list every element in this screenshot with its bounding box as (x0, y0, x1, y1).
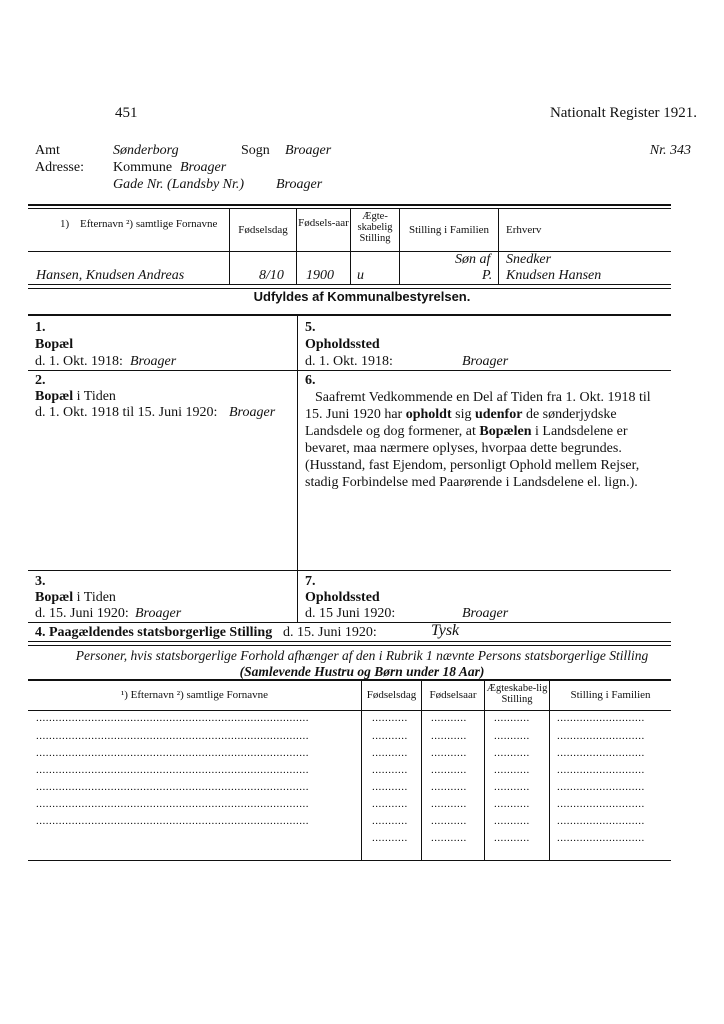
dotted-placeholder: .................................................................................... (36, 798, 309, 810)
dotted-placeholder: ........... (431, 815, 467, 827)
table-bottom-rule (28, 284, 671, 285)
amt-value: Sønderborg (113, 143, 179, 158)
s2-date: d. 1. Okt. 1918 til 15. Juni 1920: (35, 405, 218, 420)
dep-header-name: ¹) Efternavn ²) samtlige Fornavne (120, 689, 269, 701)
dotted-placeholder: ........... (494, 781, 530, 793)
s4-date: d. 15. Juni 1920: (283, 625, 377, 640)
s7-date: d. 15 Juni 1920: (305, 606, 396, 621)
dotted-placeholder: ........... (431, 832, 467, 844)
s5-date: d. 1. Okt. 1918: (305, 354, 393, 369)
adresse-label: Adresse: (35, 160, 84, 175)
header-name-num: 1) (60, 218, 70, 230)
dotted-placeholder: ........................... (557, 747, 645, 759)
sections-rule-3 (28, 622, 671, 623)
s6-b1: opholdt (405, 407, 452, 422)
s6-b3: Bopælen (479, 424, 532, 439)
s5-value: Broager (462, 354, 509, 369)
s3-num: 3. (35, 574, 46, 589)
dep-bottom-rule (28, 860, 671, 861)
person-occupation-2: Knudsen Hansen (506, 268, 602, 283)
amt-label: Amt (35, 143, 60, 158)
register-title: Nationalt Register 1921. (549, 105, 697, 121)
dep-header-birthyear: Fødselsaar (429, 689, 477, 701)
person-marital: u (357, 268, 364, 283)
dotted-placeholder: .................................................................................... (36, 730, 309, 742)
s2-value: Broager (229, 405, 276, 420)
s6-p2: sig (451, 407, 475, 422)
dotted-placeholder: ........................... (557, 730, 645, 742)
s3-title-rest: i Tiden (73, 590, 116, 605)
s7-value: Broager (462, 606, 509, 621)
s6-p4: i Landsdelene er bevaret, maa nærmere oplyses, hvorpaa dette begrundes. (Husstand, fast Ejendom, personligt Ophold mellem Rejser, stadig Forbindelse med Paarørende i Landsdelene el. lign.). (305, 424, 640, 490)
col-divider (229, 208, 230, 284)
dep-top-rule (28, 679, 671, 681)
table-top-rule (28, 204, 671, 206)
dotted-placeholder: ........... (494, 798, 530, 810)
gade-label: Gade Nr. (Landsby Nr.) (113, 177, 245, 192)
dep-divider (484, 681, 485, 860)
dotted-placeholder: .................................................................................... (36, 747, 309, 759)
dotted-placeholder: ........... (431, 712, 467, 724)
dep-header-family: Stilling i Familien (570, 689, 651, 701)
person-occupation-1: Snedker (506, 252, 552, 267)
dep-divider (361, 681, 362, 860)
s3-title-bold: Bopæl (35, 590, 74, 605)
sections-divider (297, 316, 298, 622)
s2-title-rest: i Tiden (73, 389, 116, 404)
person-name: Hansen, Knudsen Andreas (36, 268, 185, 283)
person-family-2: P. (482, 268, 493, 283)
dep-header-marital: Ægteskabe-lig Stilling (486, 683, 548, 705)
dotted-placeholder: ........................... (557, 832, 645, 844)
s7-num: 7. (305, 574, 316, 589)
s6-b2: udenfor (474, 407, 523, 422)
dotted-placeholder: ........................... (557, 798, 645, 810)
dotted-placeholder: ........... (494, 832, 530, 844)
col-divider (399, 208, 400, 284)
header-name: Efternavn ²) samtlige Fornavne (80, 218, 218, 230)
s4-value: Tysk (431, 622, 460, 639)
s5-num: 5. (305, 320, 316, 335)
s6-p3: de sønderjydske Landsdele og dog formener, at (305, 407, 617, 439)
sogn-value: Broager (285, 143, 332, 158)
dotted-placeholder: ........................... (557, 815, 645, 827)
header-occupation: Erhverv (506, 224, 542, 236)
dep-header-rule (28, 710, 671, 711)
s5-title: Opholdssted (305, 337, 380, 352)
dotted-placeholder: ........... (431, 730, 467, 742)
col-divider (498, 208, 499, 284)
s6-p1: Saafremt Vedkommende en Del af Tiden fra 1. Okt. 1918 til 15. Juni 1920 har (305, 390, 651, 422)
dotted-placeholder: ........... (372, 747, 408, 759)
s3-value: Broager (135, 606, 182, 621)
header-marital: Ægte-skabelig Stilling (357, 211, 393, 244)
dependents-subheading: (Samlevende Hustru og Børn under 18 Aar) (239, 664, 485, 679)
s1-num: 1. (35, 320, 46, 335)
dotted-placeholder: ........................... (557, 781, 645, 793)
dep-divider (549, 681, 550, 860)
dotted-placeholder: ........... (431, 798, 467, 810)
dotted-placeholder: .................................................................................... (36, 712, 309, 724)
s6-num: 6. (305, 373, 316, 388)
sections-rule-1 (28, 370, 671, 371)
dotted-placeholder: ........... (372, 730, 408, 742)
s2-num: 2. (35, 373, 46, 388)
s3-date: d. 15. Juni 1920: (35, 606, 129, 621)
dependents-heading: Personer, hvis statsborgerlige Forhold afhænger af den i Rubrik 1 nævnte Persons statsborgerlige Stilling (75, 648, 649, 663)
sections-top-rule (28, 314, 671, 316)
s1-date: d. 1. Okt. 1918: (35, 354, 123, 369)
dotted-placeholder: ........... (431, 747, 467, 759)
s7-title: Opholdssted (305, 590, 380, 605)
s2-title (35, 389, 116, 405)
dotted-placeholder: ........... (372, 832, 408, 844)
dotted-placeholder: ........... (372, 712, 408, 724)
dotted-placeholder: ........... (372, 798, 408, 810)
person-birthday: 8/10 (259, 268, 284, 283)
kommune-value: Broager (180, 160, 227, 175)
s4-label: 4. Paagældendes statsborgerlige Stilling (35, 625, 273, 640)
dotted-placeholder: ........... (494, 815, 530, 827)
register-number: Nr. 343 (649, 143, 691, 158)
kommune-label: Kommune (113, 160, 173, 175)
dotted-placeholder: ........................... (557, 712, 645, 724)
sogn-label: Sogn (241, 143, 270, 158)
dotted-placeholder: ........... (494, 730, 530, 742)
dep-header-birthday: Fødselsdag (366, 689, 417, 701)
dotted-placeholder: ........... (372, 815, 408, 827)
municipal-heading: Udfyldes af Kommunalbestyrelsen. (253, 289, 471, 304)
gade-value: Broager (276, 177, 323, 192)
sections-rule-4 (28, 641, 671, 642)
dotted-placeholder: .................................................................................... (36, 815, 309, 827)
dotted-placeholder: ........... (431, 764, 467, 776)
page-number: 451 (115, 105, 138, 121)
sections-rule-5 (28, 645, 671, 646)
sections-rule-2 (28, 570, 671, 571)
header-birthday: Fødselsdag (238, 224, 288, 236)
dotted-placeholder: ........... (494, 764, 530, 776)
s6-text (305, 389, 665, 491)
dotted-placeholder: .................................................................................... (36, 764, 309, 776)
dotted-placeholder: ........... (494, 712, 530, 724)
dotted-placeholder: ........... (372, 764, 408, 776)
s1-value: Broager (130, 354, 177, 369)
person-birthyear: 1900 (306, 268, 334, 283)
s1-title: Bopæl (35, 337, 74, 352)
dep-divider (421, 681, 422, 860)
dotted-placeholder: ........................... (557, 764, 645, 776)
person-family-1: Søn af (455, 252, 491, 267)
dotted-placeholder: .................................................................................... (36, 781, 309, 793)
header-birthyear: Fødsels-aar (298, 217, 349, 229)
s2-title-bold: Bopæl (35, 389, 74, 404)
s3-title (35, 590, 116, 606)
dotted-placeholder: ........... (431, 781, 467, 793)
dotted-placeholder: ........... (372, 781, 408, 793)
header-family: Stilling i Familien (408, 224, 490, 236)
dotted-placeholder: ........... (494, 747, 530, 759)
